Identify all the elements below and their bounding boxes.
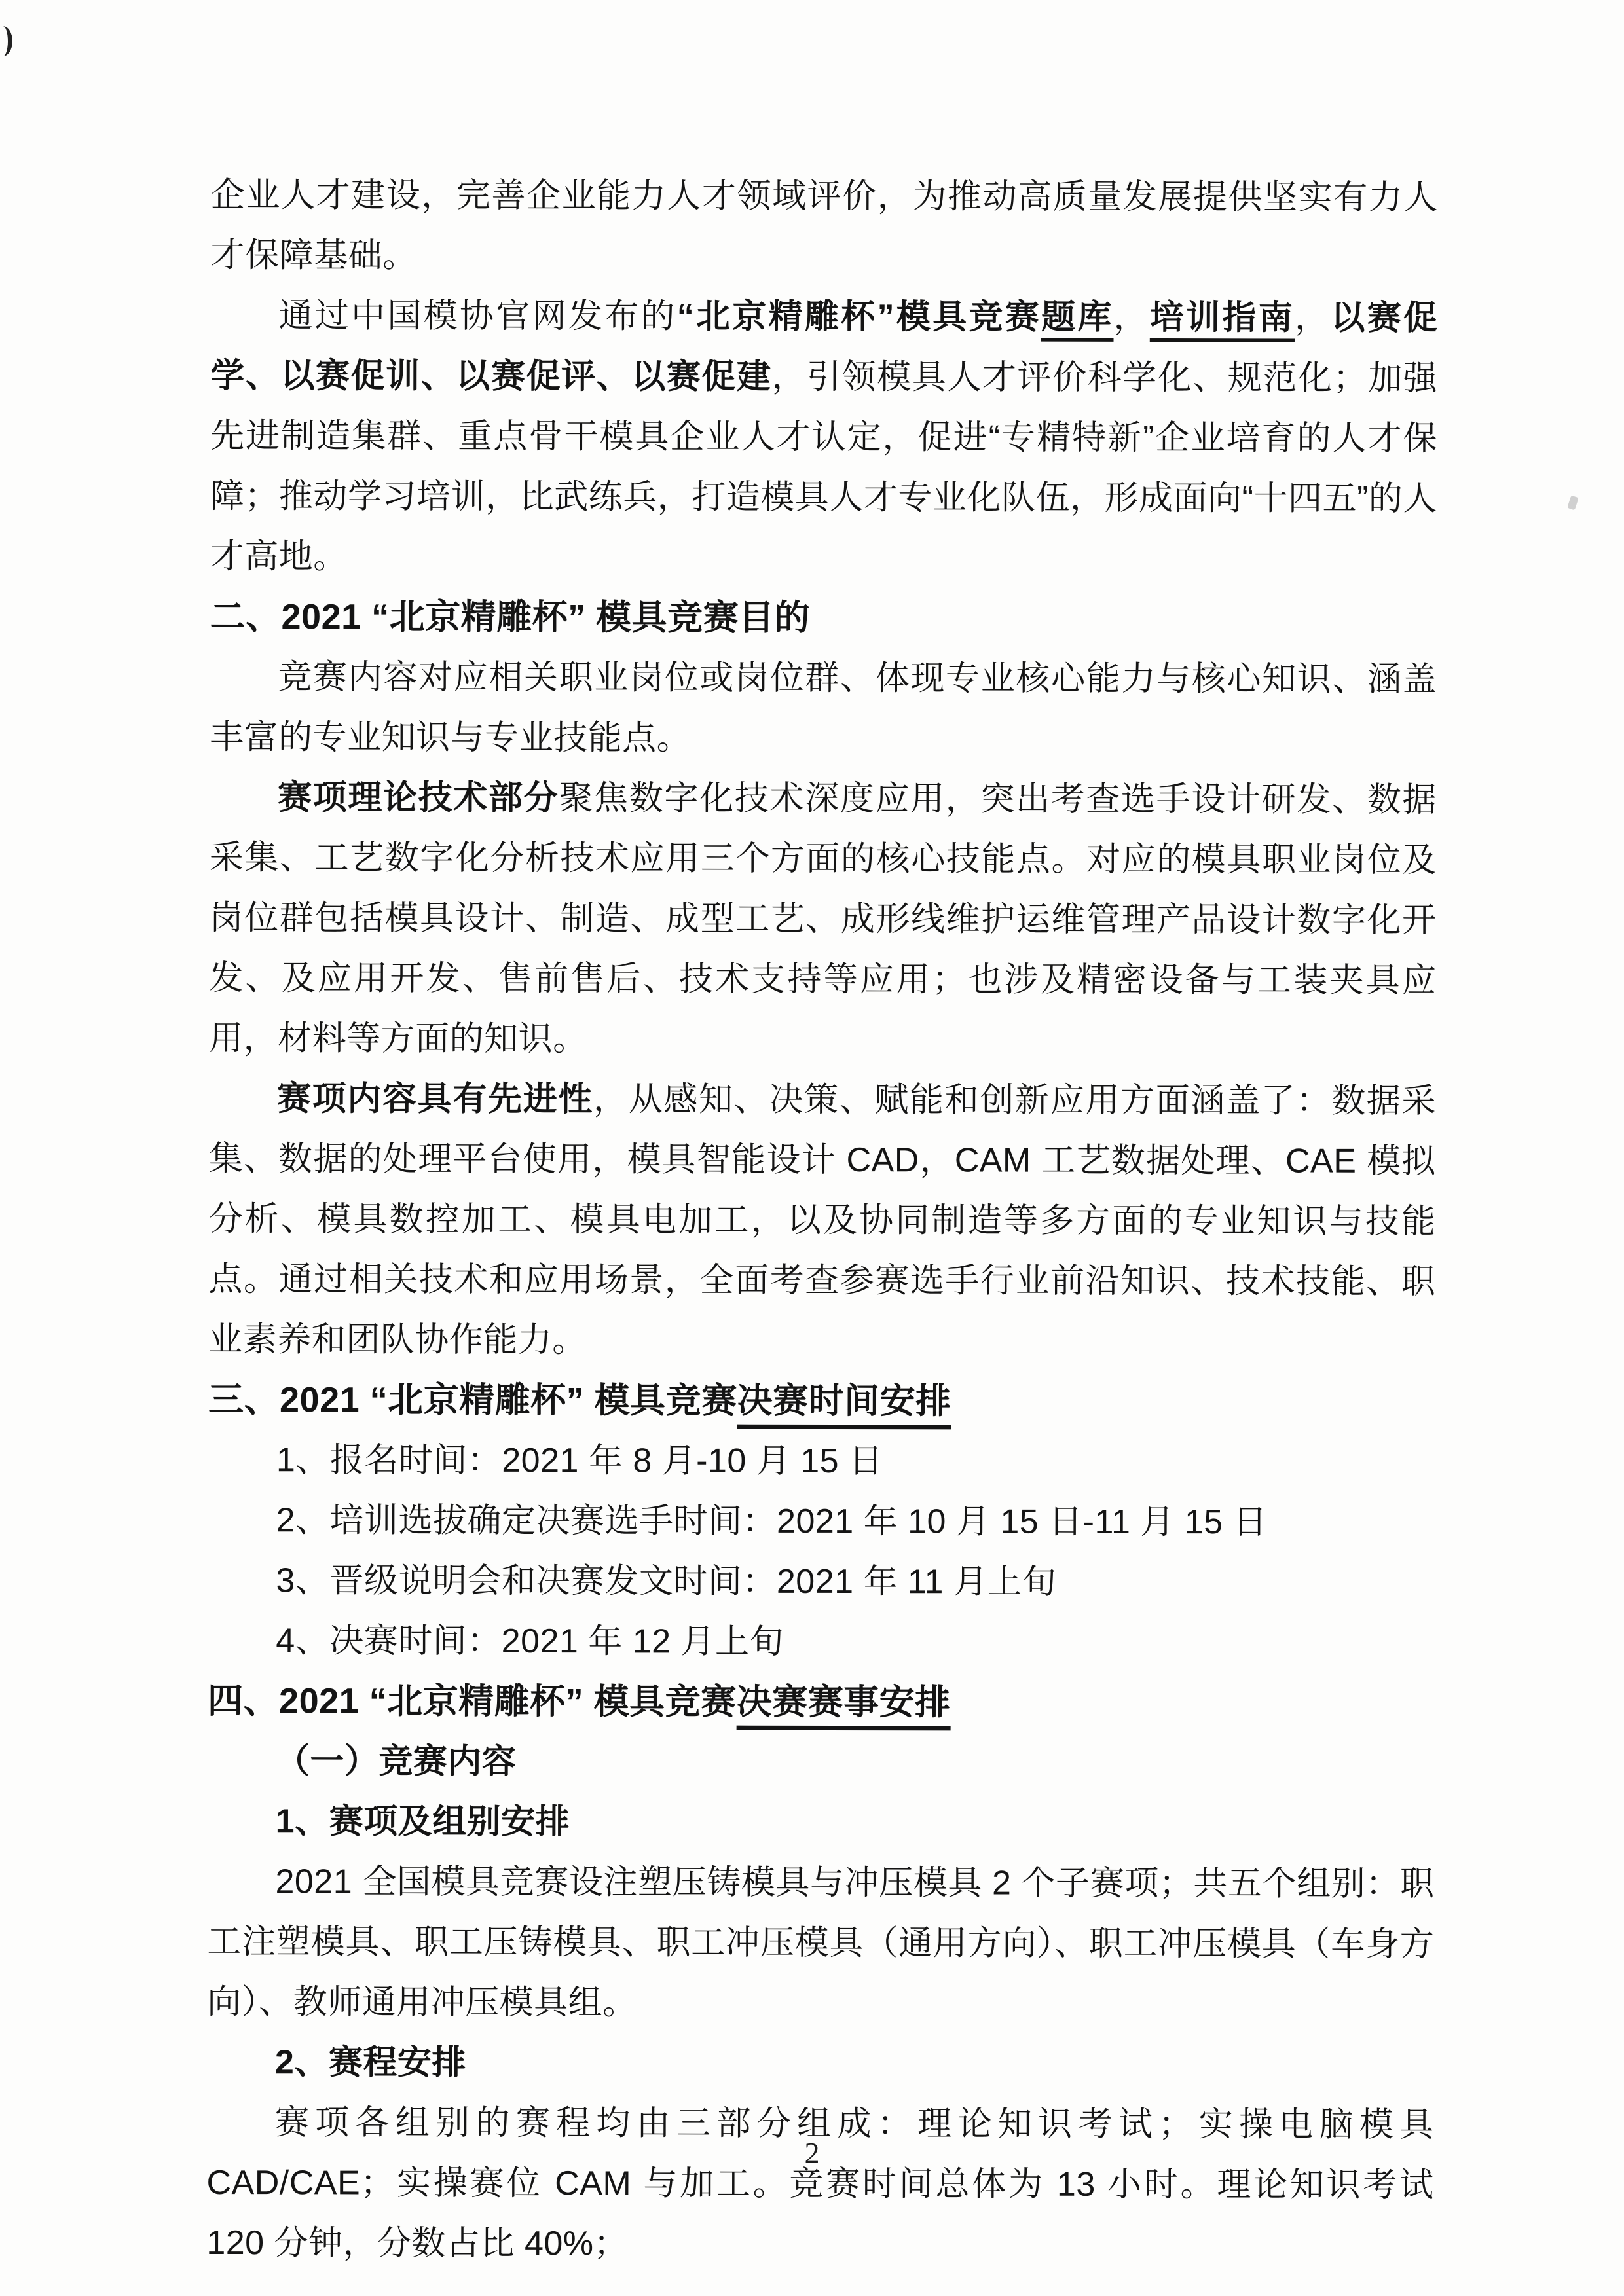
heading-underlined-text: 决赛时间安排 bbox=[737, 1381, 951, 1421]
heading-section-4 bbox=[208, 1671, 1435, 1734]
timeline-item-selection: 2、培训选拔确定决赛选手时间：2021 年 10 月 15 日-11 月 15 日 bbox=[276, 1501, 1268, 1542]
text-segment: ，引领模具人才评价科学化、规范化；加强先进制造集群、重点骨干模具企业人才认定，促进“专精特新”企业培育的人才保障；推动学习培训，比武练兵，打造模具人才专业化队伍，形成面向“十四五”的人才高地。 bbox=[210, 357, 1438, 576]
heading-text: 四、2021 “北京精雕杯” 模具竞赛 bbox=[208, 1681, 737, 1722]
scan-artifact bbox=[0, 26, 12, 56]
bold-lead-advanced: 赛项内容具有先进性 bbox=[276, 1080, 594, 1119]
subheading-schedule: 2、赛程安排 bbox=[274, 2043, 466, 2082]
timeline-item-registration: 1、报名时间：2021 年 8 月-10 月 15 日 bbox=[276, 1441, 883, 1481]
timeline-item-final: 4、决赛时间：2021 年 12 月上旬 bbox=[276, 1622, 784, 1661]
paragraph-content-advanced bbox=[208, 1068, 1436, 1372]
paragraph-theory-part bbox=[209, 767, 1437, 1071]
paragraph-competition-purpose: 竞赛内容对应相关职业岗位或岗位群、体现专业核心能力与核心知识、涵盖丰富的专业知识与专业技能点。 bbox=[210, 658, 1437, 757]
paragraph-continuation: 企业人才建设，完善企业能力人才领域评价，为推动高质量发展提供坚实有力人才保障基础。 bbox=[210, 175, 1438, 275]
bold-promotion-slogans: 以赛促学、以赛促训、以赛促评、以赛促建 bbox=[210, 299, 1438, 396]
paragraph-events-groups: 2021 全国模具竞赛设注塑压铸模具与冲压模具 2 个子赛项；共五个组别：职工注塑模具、职工压铸模具、职工冲压模具（通用方向）、职工冲压模具（车身方向）、教师通用冲压模具组。 bbox=[207, 1863, 1435, 2022]
bold-underlined-training-guide: 培训指南 bbox=[1149, 299, 1295, 337]
text-segment: ， bbox=[1295, 299, 1331, 337]
heading-section-2: 二、2021 “北京精雕杯” 模具竞赛目的 bbox=[210, 596, 811, 638]
heading-text: 三、2021 “北京精雕杯” 模具竞赛 bbox=[208, 1379, 737, 1421]
paragraph-schedule: 赛项各组别的赛程均由三部分组成：理论知识考试；实操电脑模具 CAD/CAE；实操赛位 CAM 与加工。竞赛时间总体为 13 小时。理论知识考试 120 分钟，分数占比 40%； bbox=[206, 2104, 1434, 2263]
bold-competition-title: “北京精雕杯”模具竞赛 bbox=[676, 297, 1042, 337]
timeline-item-briefing: 3、晋级说明会和决赛发文时间：2021 年 11 月上旬 bbox=[276, 1561, 1057, 1601]
bold-lead-theory: 赛项理论技术部分 bbox=[277, 778, 559, 818]
scan-artifact bbox=[1567, 496, 1579, 511]
text-segment: ，从感知、决策、赋能和创新应用方面涵盖了：数据采集、数据的处理平台使用，模具智能设计 CAD，CAM 工艺数据处理、CAE 模拟分析、模具数控加工、模具电加工，以及协同制造等多方面的专业知识与技能点。通过相关技术和应用场景，全面考查参赛选手行业前沿知识、技术技能、职业素养和团队协作能力。 bbox=[208, 1080, 1437, 1360]
text-segment: 通过中国模协官网发布的 bbox=[278, 297, 677, 336]
page-number: 2 bbox=[804, 2136, 820, 2170]
paragraph-publish-promote bbox=[210, 285, 1438, 589]
subheading-events-groups: 1、赛项及组别安排 bbox=[275, 1802, 570, 1842]
text-segment: 聚焦数字化技术深度应用，突出考查选手设计研发、数据采集、工艺数字化分析技术应用三个方面的核心技能点。对应的模具职业岗位及岗位群包括模具设计、制造、成型工艺、成形线维护运维管理产品设计数字化开发、及应用开发、售前售后、技术支持等应用；也涉及精密设备与工装夹具应用，材料等方面的知识。 bbox=[209, 779, 1437, 1059]
heading-underlined-text: 决赛赛事安排 bbox=[736, 1682, 951, 1722]
bold-underlined-question-bank: 题库 bbox=[1041, 298, 1114, 337]
text-segment: ， bbox=[1113, 298, 1150, 337]
page-content bbox=[206, 165, 1438, 2276]
subheading-competition-content: （一）竞赛内容 bbox=[275, 1742, 517, 1781]
heading-section-3 bbox=[208, 1370, 1435, 1432]
